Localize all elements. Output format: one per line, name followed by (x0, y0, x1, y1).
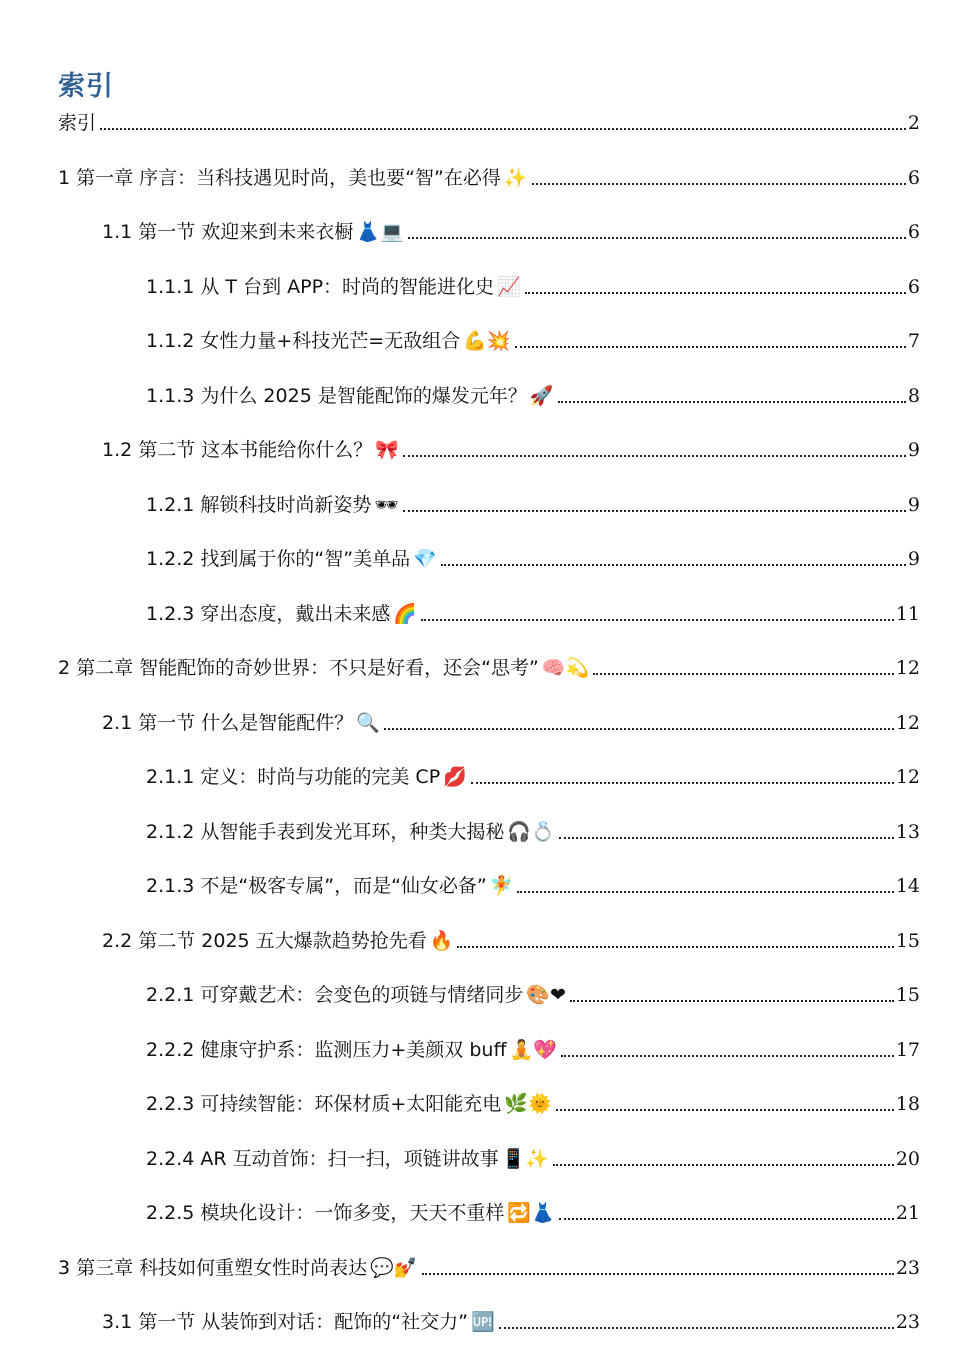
toc-page-number: 8 (907, 385, 920, 407)
toc-entry-emoji-icon: 👗💻 (356, 221, 404, 243)
toc-entry-emoji-icon: 🆙 (470, 1311, 495, 1333)
dot-leader (441, 564, 906, 566)
toc-entry-title: 2.2.5 模块化设计：一饰多变，天天不重样 (146, 1202, 505, 1224)
toc-entry[interactable] (102, 924, 920, 954)
toc-page-number: 6 (907, 276, 920, 298)
dot-leader (515, 346, 906, 348)
toc-entry[interactable] (146, 542, 920, 572)
toc-entry-emoji-icon: 🧠💫 (541, 657, 590, 679)
toc-entry[interactable] (146, 815, 920, 845)
toc-page-number: 21 (895, 1202, 920, 1224)
toc-entry-title: 2.2 第二节 2025 五大爆款趋势抢先看 (102, 930, 427, 952)
toc-entry-title: 1.2.1 解锁科技时尚新姿势 (146, 494, 372, 516)
dot-leader (499, 1327, 894, 1329)
toc-page-number: 23 (895, 1311, 920, 1333)
toc-entry-title: 2.1.1 定义：时尚与功能的完美 CP (146, 766, 441, 788)
toc-page-number: 15 (895, 930, 920, 952)
dot-leader (558, 401, 906, 403)
toc-entry-emoji-icon: 📱✨ (501, 1148, 549, 1170)
toc-page-number: 7 (907, 330, 920, 352)
toc-entry[interactable] (102, 433, 920, 463)
dot-leader (100, 128, 906, 130)
toc-entry-title: 1.2 第二节 这本书能给你什么？ (102, 439, 373, 461)
toc-entry[interactable] (146, 324, 920, 354)
toc-entry-emoji-icon: 🌈 (393, 603, 418, 625)
toc-heading: 索引 (58, 71, 114, 102)
dot-leader (593, 673, 894, 675)
toc-entry[interactable] (146, 1142, 920, 1172)
toc-entry-emoji-icon: 💋 (443, 766, 467, 788)
toc-entry[interactable] (146, 869, 920, 899)
toc-entry-emoji-icon: 🚀 (529, 385, 554, 407)
toc-entry[interactable] (146, 1196, 920, 1226)
toc-entry[interactable] (146, 379, 920, 409)
toc-entry[interactable] (146, 760, 920, 790)
toc-page-number: 9 (907, 548, 920, 570)
toc-entry-title: 1.2.3 穿出态度，戴出未来感 (146, 603, 391, 625)
toc-entry-emoji-icon: 🕶 (374, 494, 399, 516)
dot-leader (525, 292, 906, 294)
toc-entry[interactable] (146, 488, 920, 518)
toc-entry-title: 1.1.1 从 T 台到 APP：时尚的智能进化史 (146, 276, 495, 298)
toc-page-number: 12 (895, 657, 920, 679)
toc-entry-title: 2.1.2 从智能手表到发光耳环，种类大揭秘 (146, 821, 505, 843)
toc-entry-emoji-icon: 🔥 (429, 930, 454, 952)
dot-leader (561, 1055, 894, 1057)
toc-entry-title: 2 第二章 智能配饰的奇妙世界：不只是好看，还会“思考” (58, 657, 539, 679)
toc-entry-title: 2.1 第一节 什么是智能配件？ (102, 712, 354, 734)
toc-entry-title: 1.1.2 女性力量+科技光芒=无敌组合 (146, 330, 461, 352)
toc-page-number: 12 (895, 766, 920, 788)
dot-leader (408, 237, 906, 239)
toc-entry[interactable] (146, 597, 920, 627)
toc-entry-emoji-icon: 🔁👗 (507, 1202, 555, 1224)
dot-leader (559, 1218, 894, 1220)
toc-page-number: 2 (907, 112, 920, 134)
toc-entry-emoji-icon: 🎀 (375, 439, 399, 461)
toc-entry-emoji-icon: ✨ (503, 167, 528, 189)
toc-entry-title: 3 第三章 科技如何重塑女性时尚表达 (58, 1257, 368, 1279)
dot-leader (553, 1164, 894, 1166)
toc-entry[interactable] (58, 106, 920, 136)
toc-entry-emoji-icon: 💎 (413, 548, 437, 570)
toc-page-number: 17 (895, 1039, 920, 1061)
toc-entry[interactable] (58, 161, 920, 191)
toc-entry[interactable] (146, 978, 920, 1008)
toc-entry-emoji-icon: 🔍 (356, 712, 380, 734)
toc-page-number: 9 (907, 439, 920, 461)
toc-entry-title: 1 第一章 序言：当科技遇见时尚，美也要“智”在必得 (58, 167, 501, 189)
toc-entry-emoji-icon: 🧚 (489, 875, 514, 897)
toc-entry-title: 3.1 第一节 从装饰到对话：配饰的“社交力” (102, 1311, 468, 1333)
dot-leader (471, 782, 894, 784)
toc-entry-title: 索引 (58, 112, 97, 134)
dot-leader (384, 728, 894, 730)
toc-page-number: 12 (895, 712, 920, 734)
toc-page-number: 6 (907, 167, 920, 189)
toc-entry[interactable] (102, 706, 920, 736)
toc-page-number: 9 (907, 494, 920, 516)
toc-entry-title: 2.2.3 可持续智能：环保材质+太阳能充电 (146, 1093, 502, 1115)
toc-page-number: 23 (895, 1257, 920, 1279)
dot-leader (556, 1109, 894, 1111)
toc-page-number: 6 (907, 221, 920, 243)
toc-entry-emoji-icon: 💬💅 (370, 1257, 418, 1279)
dot-leader (403, 510, 906, 512)
toc-entry-title: 1.1.3 为什么 2025 是智能配饰的爆发元年？ (146, 385, 527, 407)
toc-entry[interactable] (58, 1251, 920, 1281)
dot-leader (559, 837, 894, 839)
toc-entry-title: 2.2.2 健康守护系：监测压力+美颜双 buff (146, 1039, 507, 1061)
dot-leader (421, 619, 894, 621)
dot-leader (457, 946, 893, 948)
toc-entry-title: 2.2.4 AR 互动首饰：扫一扫，项链讲故事 (146, 1148, 499, 1170)
toc-entry[interactable] (146, 1033, 920, 1063)
toc-page-number: 20 (895, 1148, 920, 1170)
toc-entry-emoji-icon: 🎧💍 (507, 821, 555, 843)
toc-entry[interactable] (102, 1305, 920, 1335)
toc-entry-title: 1.1 第一节 欢迎来到未来衣橱 (102, 221, 354, 243)
dot-leader (570, 1000, 894, 1002)
toc-entry-title: 2.1.3 不是“极客专属”，而是“仙女必备” (146, 875, 487, 897)
toc-page-number: 18 (895, 1093, 920, 1115)
toc-entry-title: 1.2.2 找到属于你的“智”美单品 (146, 548, 411, 570)
toc-page-number: 15 (895, 984, 920, 1006)
toc-entry-emoji-icon: 🌿🌞 (504, 1093, 552, 1115)
dot-leader (403, 455, 906, 457)
toc-entry[interactable] (146, 1087, 920, 1117)
dot-leader (532, 183, 906, 185)
toc-entry[interactable] (58, 651, 920, 681)
toc-entry[interactable] (146, 270, 920, 300)
toc-page-number: 14 (895, 875, 920, 897)
toc-entry-title: 2.2.1 可穿戴艺术：会变色的项链与情绪同步 (146, 984, 524, 1006)
toc-entry-emoji-icon: 📈 (497, 276, 521, 298)
dot-leader (422, 1273, 894, 1275)
toc-entry-emoji-icon: 🧘💖 (509, 1039, 557, 1061)
toc-entry-emoji-icon: 💪💥 (463, 330, 511, 352)
toc-entry[interactable] (102, 215, 920, 245)
toc-page-number: 13 (895, 821, 920, 843)
toc-page-number: 11 (895, 603, 920, 625)
toc-entry-emoji-icon: 🎨❤ (526, 984, 566, 1006)
dot-leader (517, 891, 893, 893)
